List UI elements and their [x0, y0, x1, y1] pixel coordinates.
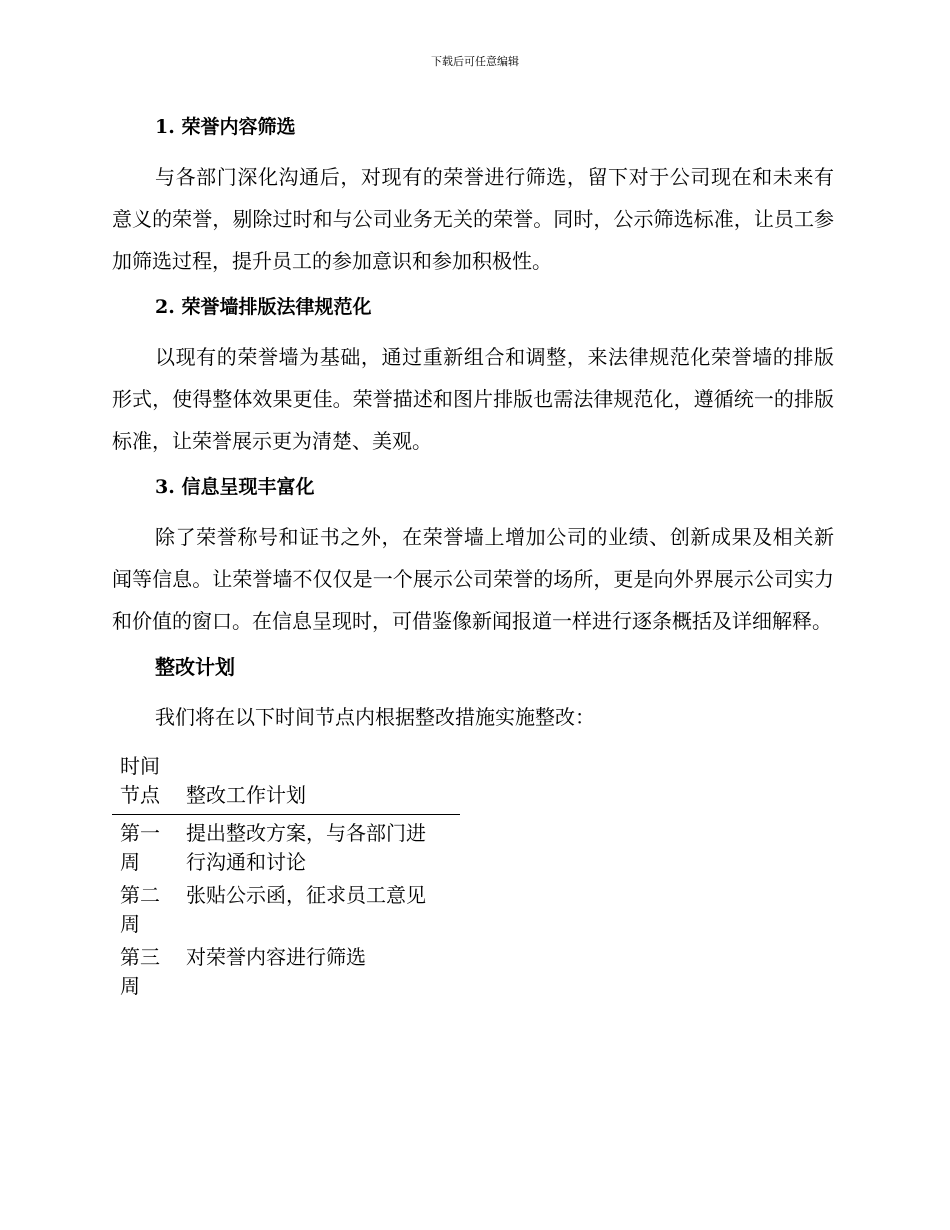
section-paragraph: 与各部门深化沟通后，对现有的荣誉进行筛选，留下对于公司现在和未来有意义的荣誉，剔除过时和与公司业务无关的荣誉。同时，公示筛选标准，让员工参加筛选过程，提升员工的参加意识和参加积极性。 [112, 165, 834, 273]
cell-task: 提出整改方案，与各部门进行沟通和讨论 [186, 821, 426, 874]
plan-intro: 我们将在以下时间节点内根据整改措施实施整改： [155, 705, 595, 729]
cell-time: 第三周 [120, 945, 160, 998]
section-honor-content-screening [112, 110, 834, 282]
plan-table [112, 752, 460, 1005]
section-heading: 3. 信息呈现丰富化 [155, 476, 315, 498]
section-heading: 1. 荣誉内容筛选 [155, 116, 296, 138]
document-body [112, 110, 834, 1005]
section-honor-wall-layout [112, 290, 834, 462]
cell-time: 第一周 [120, 821, 160, 874]
table-row [112, 943, 460, 1005]
section-heading: 2. 荣誉墙排版法律规范化 [155, 296, 372, 318]
table-row [112, 815, 460, 882]
section-paragraph: 以现有的荣誉墙为基础，通过重新组合和调整，来法律规范化荣誉墙的排版形式，使得整体效果更佳。荣誉描述和图片排版也需法律规范化，遵循统一的排版标准，让荣誉展示更为清楚、美观。 [112, 345, 834, 453]
section-paragraph: 除了荣誉称号和证书之外，在荣誉墙上增加公司的业绩、创新成果及相关新闻等信息。让荣誉墙不仅仅是一个展示公司荣誉的场所，更是向外界展示公司实力和价值的窗口。在信息呈现时，可借鉴像新闻报道一样进行逐条概括及详细解释。 [112, 525, 834, 633]
plan-heading: 整改计划 [155, 655, 235, 679]
cell-time: 第二周 [120, 883, 160, 936]
section-information-enrichment [112, 470, 834, 642]
cell-task: 张贴公示函，征求员工意见 [186, 883, 426, 907]
page-header: 下载后可任意编辑 [431, 55, 519, 68]
cell-task: 对荣誉内容进行筛选 [186, 945, 366, 969]
plan-table-header-row [112, 752, 460, 815]
column-header-task: 整改工作计划 [186, 783, 306, 807]
column-header-time: 时间节点 [120, 754, 160, 807]
rectification-plan [112, 650, 834, 1005]
table-row [112, 881, 460, 943]
